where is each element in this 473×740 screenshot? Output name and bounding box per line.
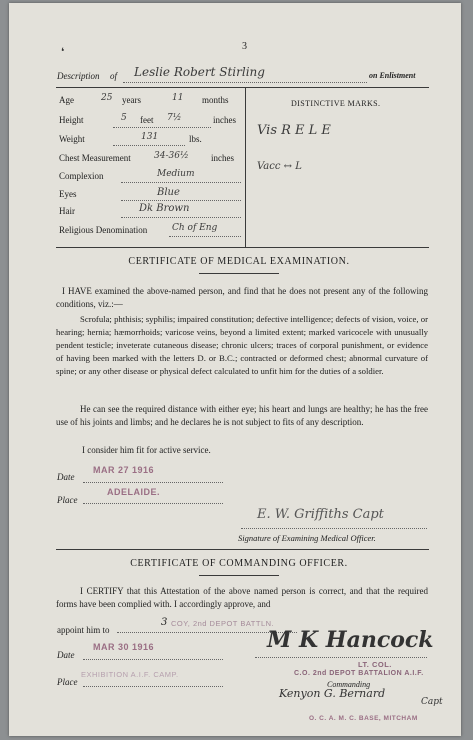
chest-label: Chest Measurement	[59, 153, 131, 163]
bottom-stamp: O. C. A. M. C. BASE, MITCHAM	[309, 715, 418, 722]
hair-label: Hair	[59, 206, 75, 216]
second-rank: Capt	[421, 697, 443, 707]
column-divider	[245, 87, 246, 247]
medical-officer-signature: E. W. Griffiths Capt	[257, 507, 384, 522]
commanding-rank-stamp: LT. COL.	[358, 660, 392, 669]
eyes-line	[121, 200, 241, 201]
commanding-date-line	[83, 659, 223, 660]
medical-fit: I consider him fit for active service.	[82, 445, 211, 455]
fields-bottom-rule	[56, 247, 429, 248]
medical-place-label: Place	[57, 495, 78, 505]
religion-value: Ch of Eng	[172, 223, 218, 233]
recruit-name: Leslie Robert Stirling	[134, 65, 265, 79]
medical-bottom-rule	[56, 549, 429, 550]
inches-label: inches	[213, 115, 236, 125]
commanding-unit-stamp: C.O. 2nd DEPOT BATTALION A.I.F.	[294, 670, 424, 677]
commanding-text: I CERTIFY that this Attestation of the above named person is correct, and that the required forms have been complied with. I accordingly approve, and	[56, 586, 428, 609]
height-feet: 5	[121, 113, 127, 123]
complexion-value: Medium	[157, 169, 195, 179]
age-years: 25	[101, 93, 113, 103]
distinctive-marks-label: DISTINCTIVE MARKS.	[291, 99, 381, 108]
age-label: Age	[59, 95, 74, 105]
second-signature: Kenyon G. Bernard	[279, 687, 386, 700]
lbs-label: lbs.	[189, 134, 202, 144]
chest-unit: inches	[211, 153, 234, 163]
medical-sight: He can see the required distance with either eye; his heart and lungs are healthy; he has the free use of his joints and limbs; and he declares he is not subject to fits of any description.	[56, 404, 428, 427]
commanding-certificate-title: CERTIFICATE OF COMMANDING OFFICER.	[130, 558, 348, 569]
commanding-officer-signature: M K Hancock	[267, 627, 434, 653]
eyes-value: Blue	[157, 187, 180, 198]
commanding-label: Commanding	[327, 680, 371, 689]
commanding-place-stamp: EXHIBITION A.I.F. CAMP.	[81, 670, 179, 679]
chest-value: 34-36½	[154, 151, 189, 161]
medical-date-stamp: MAR 27 1916	[93, 465, 155, 475]
medical-intro: I HAVE examined the above-named person, and find that he does not present any of the following conditions, viz.:—	[56, 286, 428, 309]
distinctive-marks-line2: Vacc ↔ L	[257, 161, 302, 172]
eyes-label: Eyes	[59, 189, 77, 199]
weight-line	[113, 145, 185, 146]
religion-label: Religious Denomination	[59, 225, 148, 235]
hair-value: Dk Brown	[139, 203, 190, 214]
hair-line	[121, 217, 241, 218]
weight-value: 131	[141, 132, 159, 142]
medical-place-line	[83, 503, 223, 504]
appoint-value: 3	[161, 617, 168, 628]
medical-certificate-title: CERTIFICATE OF MEDICAL EXAMINATION.	[128, 256, 350, 267]
description-label: Description	[57, 71, 100, 81]
medical-date-line	[83, 482, 223, 483]
commanding-place-label: Place	[57, 677, 78, 687]
top-rule	[56, 87, 429, 88]
medical-date-label: Date	[57, 472, 75, 482]
years-label: years	[122, 95, 141, 105]
commanding-title-underline	[199, 575, 279, 576]
medical-signature-line	[241, 528, 427, 529]
appoint-stamp: COY, 2nd DEPOT BATTLN.	[171, 619, 275, 628]
weight-label: Weight	[59, 134, 85, 144]
complexion-label: Complexion	[59, 171, 104, 181]
age-months: 11	[172, 93, 184, 103]
height-label: Height	[59, 115, 84, 125]
feet-label: feet	[140, 115, 154, 125]
commanding-date-label: Date	[57, 650, 75, 660]
months-label: months	[202, 95, 229, 105]
complexion-line	[121, 182, 241, 183]
medical-title-underline	[199, 273, 279, 274]
medical-signature-caption: Signature of Examining Medical Officer.	[238, 533, 376, 543]
commanding-signature-line	[255, 657, 427, 658]
name-line	[123, 82, 367, 83]
medical-place-stamp: ADELAIDE.	[107, 487, 161, 497]
attestation-page	[9, 3, 461, 736]
commanding-place-line	[83, 686, 223, 687]
page-number: 3	[242, 41, 247, 52]
religion-line	[169, 236, 241, 237]
height-line	[113, 127, 211, 128]
fold-mark: ❛	[61, 47, 65, 58]
appoint-label: appoint him to	[57, 625, 110, 635]
description-of-label: of	[110, 71, 118, 81]
description-suffix: on Enlistment	[369, 71, 416, 80]
distinctive-marks-line1: Vis R E L E	[257, 123, 331, 138]
commanding-date-stamp: MAR 30 1916	[93, 642, 155, 652]
medical-conditions: Scrofula; phthisis; syphilis; impaired constitution; defective intelligence; defects of vision, voice, or hearing; hernia; hæmorrhoids; varicose veins, beyond a limited extent; marked varicocele with unusually pendent testicle; inveterate cutaneous disease; chronic ulcers; traces of corporal punishment, or evidence of having been marked with the letters D. or B.C.; contracted or deformed chest; abnormal curvature of spine; or any other disease or physical defect calculated to unfit him for the duties of a soldier.	[56, 314, 428, 376]
height-inches: 7½	[167, 113, 182, 123]
